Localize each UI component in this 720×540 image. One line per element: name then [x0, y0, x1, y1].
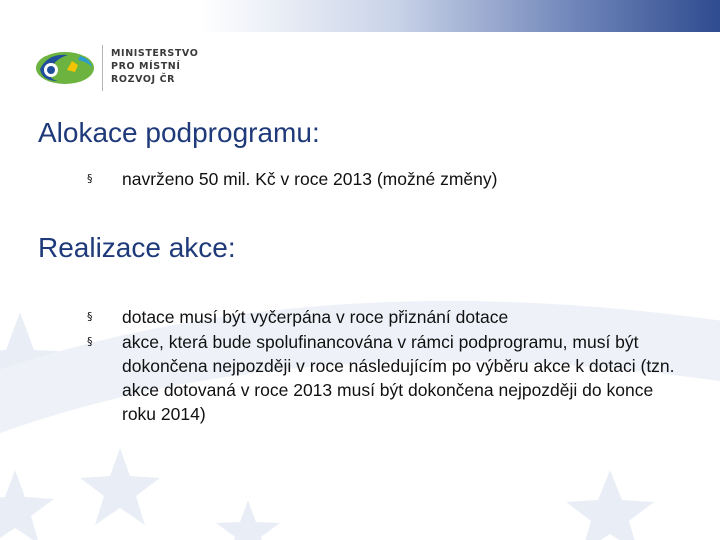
logo-line: PRO MÍSTNÍ [111, 61, 181, 72]
star-icon [216, 500, 280, 540]
logo-line: MINISTERSTVO [111, 48, 199, 59]
bullet-icon: § [87, 310, 93, 323]
star-icon [0, 470, 54, 540]
bullet-icon: § [87, 172, 93, 185]
ministry-logo [34, 45, 214, 91]
bullet-text: akce, která bude spolufinancována v rámci podprogramu, musí být dokončena nejpozději v roce následujícím po výběru akce k dotaci (tzn. akce dotovaná v roce 2013 musí být dokončena nejpozději do konce roku 2014) [122, 332, 675, 424]
section-heading-realization: Realizace akce: [38, 232, 236, 263]
star-icon [566, 470, 654, 540]
logo-emblem-icon [34, 47, 96, 87]
star-icon [80, 448, 160, 525]
bullet-text: navrženo 50 mil. Kč v roce 2013 (možné změny) [122, 169, 498, 189]
logo-line: ROZVOJ ČR [111, 74, 176, 85]
bullet-icon: § [87, 335, 93, 348]
logo-divider [102, 45, 103, 91]
logo-wordmark [111, 47, 198, 86]
bullet-text: dotace musí být vyčerpána v roce přiznání dotace [122, 307, 509, 327]
section-heading-allocation: Alokace podprogramu: [38, 117, 320, 148]
